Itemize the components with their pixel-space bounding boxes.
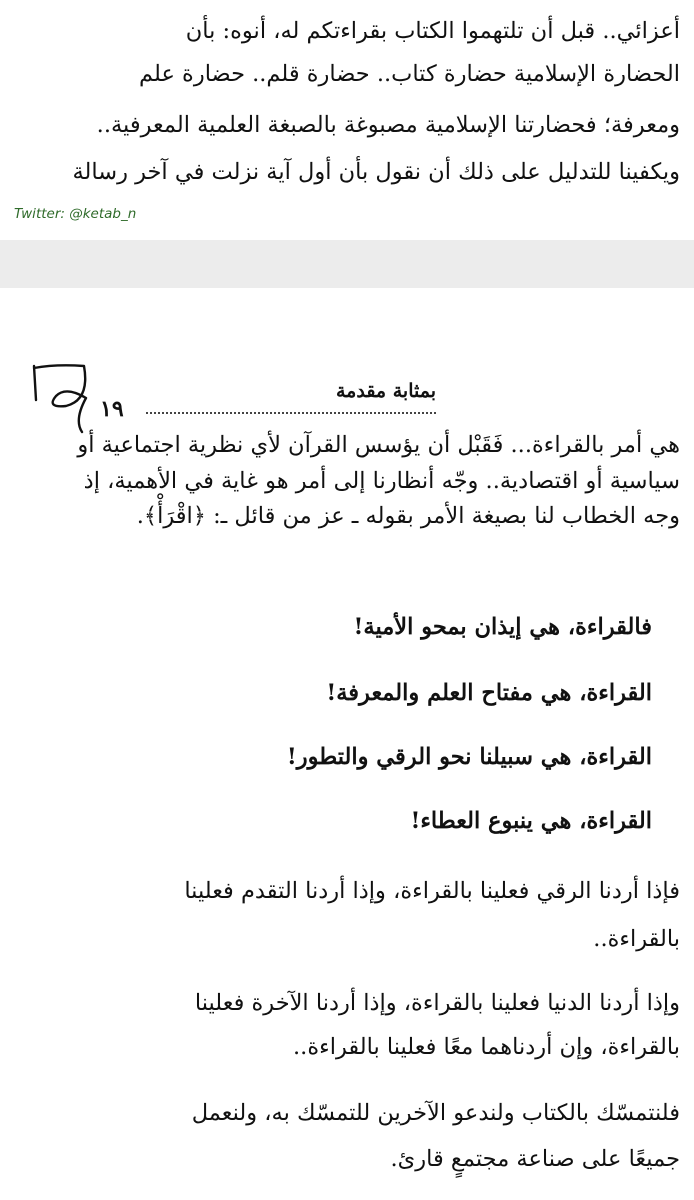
text-line: وجه الخطاب لنا بصيغة الأمر بقوله ـ عز من قائل ـ: ﴿اقْرَأْ﴾. (136, 503, 680, 529)
bold-statement: فالقراءة، هي إيذان بمحو الأمية! (353, 614, 652, 640)
text-line: وإذا أردنا الدنيا فعلينا بالقراءة، وإذا أردنا الآخرة فعلينا (194, 990, 680, 1016)
bold-statement: القراءة، هي سبيلنا نحو الرقي والتطور! (286, 744, 652, 770)
text-line: هي أمر بالقراءة... فَقَبْل أن يؤسس القرآن لأي نظرية اجتماعية أو (77, 432, 680, 458)
text-line: بالقراءة، وإن أردناهما معًا فعلينا بالقراءة.. (293, 1034, 680, 1060)
text-line: فلنتمسّك بالكتاب ولندعو الآخرين للتمسّك به، ولنعمل (191, 1100, 680, 1126)
running-head (146, 382, 436, 414)
text-line: أعزائي.. قبل أن تلتهموا الكتاب بقراءتكم له، أنوه: بأن (185, 18, 680, 44)
running-head-title: بمثابة مقدمة (335, 380, 436, 402)
text-line: جميعًا على صناعة مجتمعٍ قارئ. (390, 1146, 680, 1172)
text-line: فإذا أردنا الرقي فعلينا بالقراءة، وإذا أردنا التقدم فعلينا (184, 878, 680, 904)
text-line: ويكفينا للتدليل على ذلك أن نقول بأن أول آية نزلت في آخر رسالة (72, 159, 680, 185)
text-line: الحضارة الإسلامية حضارة كتاب.. حضارة قلم.. حضارة علم (139, 61, 680, 87)
twitter-handle[interactable]: Twitter: @ketab_n (14, 206, 137, 222)
text-line: ومعرفة؛ فحضارتنا الإسلامية مصبوغة بالصبغة العلمية المعرفية.. (96, 112, 680, 138)
bold-statement: القراءة، هي مفتاح العلم والمعرفة! (326, 680, 652, 706)
page-number: ١٩ (100, 396, 124, 422)
text-line: سياسية أو اقتصادية.. وجّه أنظارنا إلى أمر هو غاية في الأهمية، إذ (83, 468, 680, 494)
previous-page (0, 0, 694, 240)
page-separator (0, 240, 694, 288)
bold-statement: القراءة، هي ينبوع العطاء! (410, 808, 652, 834)
text-line: بالقراءة.. (593, 926, 680, 952)
book-page (0, 288, 694, 1200)
